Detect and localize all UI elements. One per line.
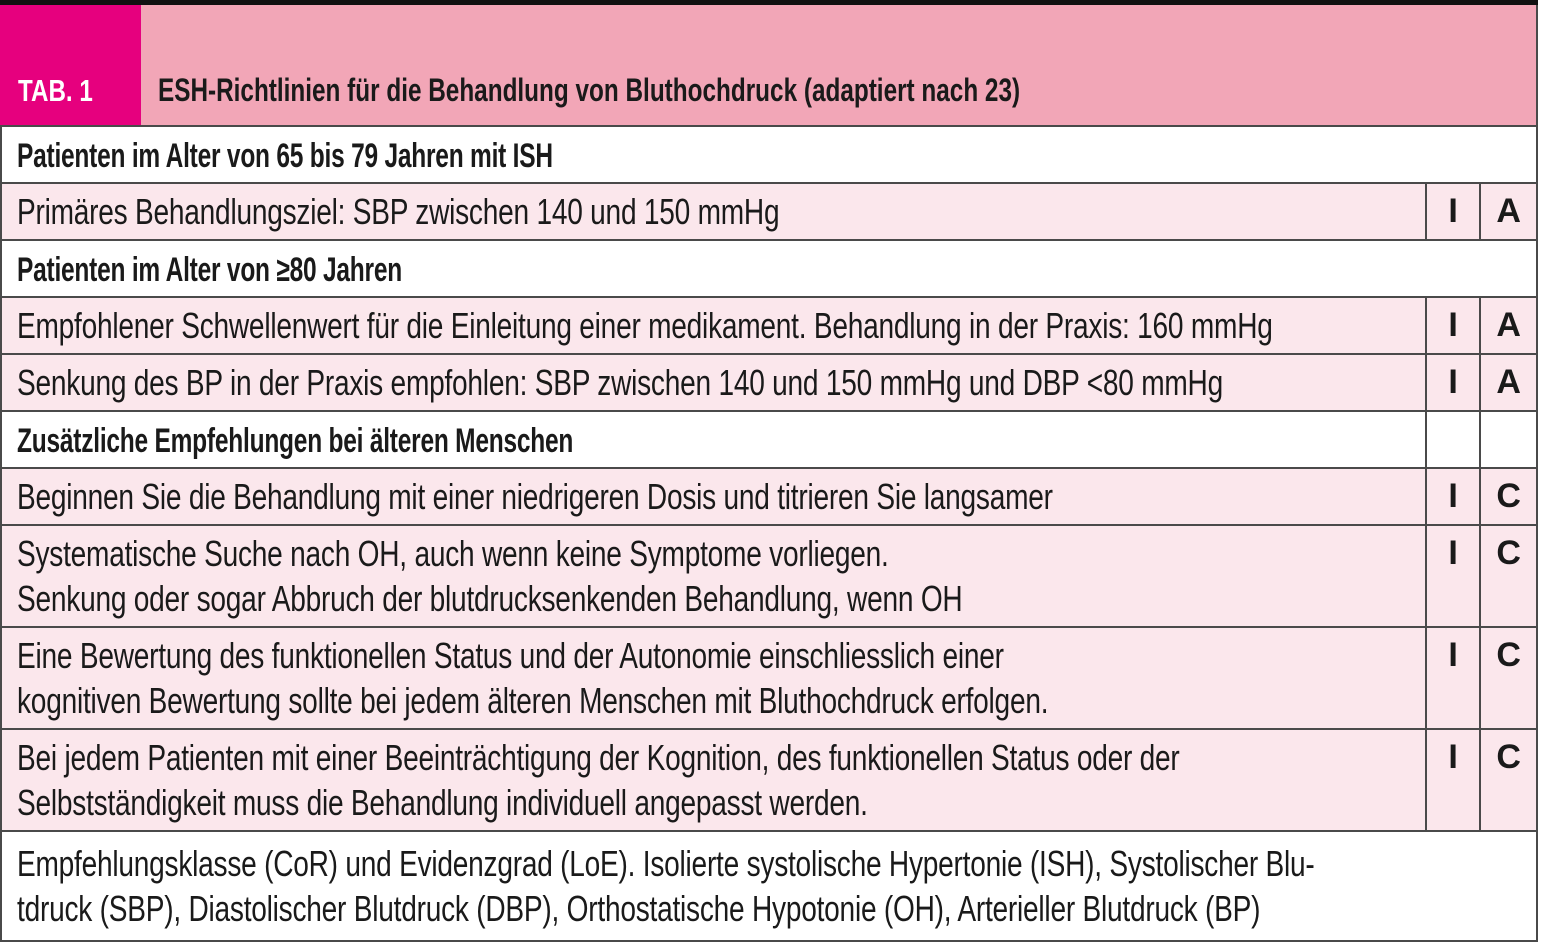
loe-grade-cell: C (1480, 525, 1537, 627)
table-header-band (0, 5, 1538, 125)
table-tag-badge (0, 5, 141, 125)
table-row-item (1, 297, 1537, 354)
row-text-line: Patienten im Alter von ≥80 Jahren (17, 251, 402, 289)
row-text-line: Patienten im Alter von 65 bis 79 Jahren mit ISH (17, 137, 553, 175)
row-text-cell (1, 468, 1426, 525)
table-tag-label: TAB. 1 (18, 73, 93, 108)
cor-grade-cell: I (1426, 297, 1480, 354)
table-title-text: ESH-Richtlinien für die Behandlung von Bluthochdruck (adaptiert nach 23) (158, 72, 1021, 108)
cor-grade-cell: I (1426, 468, 1480, 525)
cor-grade-cell: I (1426, 525, 1480, 627)
row-text-cell (1, 126, 1537, 183)
row-text-line: Beginnen Sie die Behandlung mit einer niedrigeren Dosis und titrieren Sie langsamer (17, 476, 1053, 517)
loe-grade-cell: C (1480, 468, 1537, 525)
cor-grade-cell (1426, 411, 1480, 468)
cor-grade-cell: I (1426, 627, 1480, 729)
table-row-item (1, 525, 1537, 627)
row-text-line: Empfohlener Schwellenwert für die Einleitung einer medikament. Behandlung in der Praxis: 160 mmHg (17, 305, 1273, 346)
table-row-item (1, 183, 1537, 240)
row-text-line: kognitiven Bewertung sollte bei jedem älteren Menschen mit Bluthochdruck erfolgen. (17, 680, 1049, 721)
row-text-cell (1, 525, 1426, 627)
table-row-item (1, 354, 1537, 411)
row-text-cell (1, 297, 1426, 354)
row-text-line: Empfehlungsklasse (CoR) und Evidenzgrad (LoE). Isolierte systolische Hypertonie (ISH), Systolischer Blu- (17, 843, 1315, 884)
cor-grade-cell: I (1426, 729, 1480, 831)
table-row-footnote (1, 831, 1537, 941)
row-text-cell (1, 354, 1426, 411)
loe-grade-cell: A (1480, 297, 1537, 354)
row-text-cell (1, 411, 1426, 468)
row-text-line: Selbstständigkeit muss die Behandlung individuell angepasst werden. (17, 782, 868, 823)
row-text-line: tdruck (SBP), Diastolischer Blutdruck (DBP), Orthostatische Hypotonie (OH), Arterieller Blutdruck (BP) (17, 888, 1261, 929)
table-title (141, 5, 1536, 125)
loe-grade-cell: C (1480, 627, 1537, 729)
row-text-cell (1, 183, 1426, 240)
loe-grade-cell: C (1480, 729, 1537, 831)
row-text-cell (1, 831, 1537, 941)
table-row-section (1, 126, 1537, 183)
loe-grade-cell: A (1480, 183, 1537, 240)
row-text-line: Senkung oder sogar Abbruch der blutdrucksenkenden Behandlung, wenn OH (17, 578, 963, 619)
row-text-line: Primäres Behandlungsziel: SBP zwischen 140 und 150 mmHg (17, 191, 780, 232)
table-body (1, 126, 1537, 941)
row-text-line: Bei jedem Patienten mit einer Beeinträchtigung der Kognition, des funktionellen Status oder der (17, 737, 1180, 778)
cor-grade-cell: I (1426, 183, 1480, 240)
row-text-line: Systematische Suche nach OH, auch wenn keine Symptome vorliegen. (17, 533, 889, 574)
row-text-line: Senkung des BP in der Praxis empfohlen: SBP zwischen 140 und 150 mmHg und DBP <80 mmHg (17, 362, 1223, 403)
guideline-table (0, 125, 1538, 942)
loe-grade-cell: A (1480, 354, 1537, 411)
row-text-cell (1, 627, 1426, 729)
row-text-line: Eine Bewertung des funktionellen Status und der Autonomie einschliesslich einer (17, 635, 1004, 676)
row-text-line: Zusätzliche Empfehlungen bei älteren Menschen (17, 422, 574, 460)
row-text-cell (1, 729, 1426, 831)
table-row-section (1, 411, 1537, 468)
loe-grade-cell (1480, 411, 1537, 468)
row-text-cell (1, 240, 1537, 297)
cor-grade-cell: I (1426, 354, 1480, 411)
table-row-item (1, 729, 1537, 831)
table-row-section (1, 240, 1537, 297)
table-row-item (1, 468, 1537, 525)
table-row-item (1, 627, 1537, 729)
